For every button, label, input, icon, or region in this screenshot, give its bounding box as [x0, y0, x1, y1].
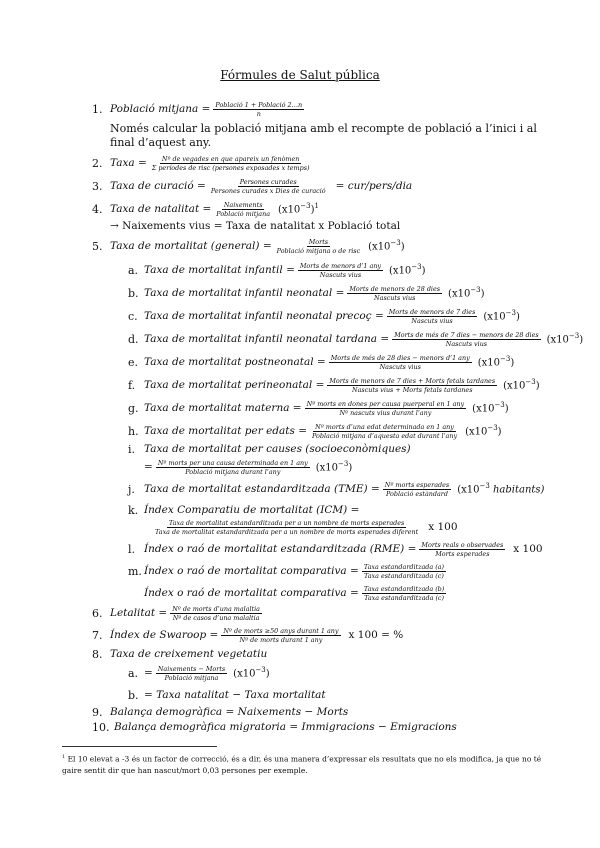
formula-lhs: Índex o raó de mortalitat estandarditzada (RME) = [144, 543, 417, 555]
numerator: Morts de menors d’1 any [299, 261, 382, 270]
formula-lhs: Taxa de mortalitat perineonatal = [144, 379, 325, 391]
item-number: 9. [92, 705, 103, 719]
sub-formula-8a [128, 662, 270, 684]
formula-lhs: Taxa de mortalitat infantil neonatal tardana = [144, 333, 390, 345]
fraction [383, 481, 451, 498]
sub-letter: k. [128, 503, 139, 517]
fraction [347, 285, 442, 302]
formula-lhs: Taxa de curació = [110, 180, 206, 192]
numerator: Població 1 + Població 2…n [215, 100, 303, 109]
numerator: Taxa estandarditzada (b) [363, 584, 445, 593]
note-text: Només calcular la població mitjana amb el recompte de població a l’inici i al final d’aquest any. [110, 122, 537, 149]
formula-lhs: Taxa de mortalitat postneonatal = [144, 356, 326, 368]
sub-letter: m. [128, 564, 142, 578]
formula-lhs: Taxa = [110, 157, 147, 169]
formula-rhs: x 100 [428, 521, 458, 533]
numerator: Morts reals o observades [421, 540, 504, 549]
fraction [209, 178, 328, 195]
numerator: Morts de més de 7 dies − menors de 28 dies [394, 330, 539, 339]
numerator: Morts de més de 28 dies − menors d’1 any [330, 353, 470, 362]
sub-formula-4 [128, 351, 514, 373]
formula-lhs: Taxa de mortalitat materna = [144, 402, 302, 414]
denominator: Nascuts vius [319, 270, 362, 279]
sub-formula-m2 [144, 582, 449, 604]
sub-letter: d. [128, 332, 139, 346]
numerator: Nº de morts ≥50 anys durant 1 any [223, 626, 339, 635]
sub-letter: a. [128, 263, 139, 277]
formula-lhs: Taxa de mortalitat infantil neonatal precoç = [144, 310, 384, 322]
formula-taxa [92, 152, 314, 174]
denominator: Nº nascuts vius durant l’any [339, 408, 432, 417]
footnote-mark: 1 [62, 754, 66, 760]
item-number: 7. [92, 628, 103, 642]
fraction [150, 155, 312, 172]
formula-lhs: Taxa de mortalitat (general) = [110, 240, 272, 252]
formula-text: = Taxa natalitat − Taxa mortalitat [144, 689, 326, 701]
sub-formula-3 [128, 328, 583, 350]
formula-rhs: x 100 = % [348, 629, 404, 641]
item-number: 6. [92, 606, 103, 620]
denominator: Σ períodes de risc (persones exposades x temps) [151, 163, 310, 172]
correction-factor: $(x10^{-3})$ [465, 424, 502, 438]
denominator: Taxa estandarditzada (c) [363, 571, 444, 580]
formula-taxa-curacio [92, 175, 417, 197]
item-number: 3. [92, 179, 103, 193]
sub-letter: b. [128, 286, 139, 300]
page-title: Fórmules de Salut pública [220, 68, 380, 82]
numerator: Nº de vegades en que apareix un fenòmen [161, 154, 300, 163]
denominator: Taxa estandarditzada (c) [364, 593, 445, 602]
formula-lhs: Taxa de mortalitat infantil = [144, 264, 295, 276]
sub-letter: i. [128, 442, 136, 456]
arrow-note: → Naixements vius = Taxa de natalitat x Població total [110, 220, 401, 232]
correction-factor: $(x10^{-3})$ [546, 332, 584, 346]
sub-formula-i-rhs [144, 456, 352, 478]
numerator: Nº morts per una causa determinada en 1 any [157, 458, 308, 467]
fraction [214, 201, 272, 218]
footnote [62, 752, 542, 776]
sub-letter: g. [128, 401, 139, 415]
denominator: Nascuts vius [374, 293, 416, 302]
fraction [298, 262, 383, 279]
denominator: Persones curades x Dies de curació [210, 186, 326, 195]
denominator: Nascuts vius [445, 339, 488, 348]
fraction [275, 238, 363, 255]
sub-letter: f. [128, 378, 136, 392]
sub-formula-j [128, 478, 544, 500]
numerator: Morts de menors de 28 dies [349, 284, 441, 293]
correction-factor: $(x10^{-3})^1$ [278, 202, 319, 216]
fraction [362, 563, 446, 580]
sub-letter: e. [128, 355, 139, 369]
correction-factor: $(x10^{-3})$ [503, 378, 540, 392]
correction-factor: $(x10^{-3})$ [448, 286, 485, 300]
formula-balanca-migratoria [92, 716, 457, 738]
sub-letter: h. [128, 424, 139, 438]
fraction [329, 354, 472, 371]
fraction [310, 423, 459, 440]
denominator: Nascuts vius + Morts fetals tardanes [352, 385, 473, 394]
formula-letalitat [92, 602, 265, 624]
correction-factor: $(x10^{-3})$ [477, 355, 515, 369]
sub-letter: j. [128, 482, 135, 496]
formula-taxa-natalitat [92, 198, 319, 220]
fraction [221, 627, 340, 644]
formula-lhs: Taxa de mortalitat infantil neonatal = [144, 287, 345, 299]
denominator: Nascuts vius [411, 316, 453, 325]
fraction [305, 400, 467, 417]
item-number: 2. [92, 156, 103, 170]
numerator: Nº morts esperades [384, 480, 450, 489]
denominator: Població mitjana durant l’any [185, 467, 281, 476]
sub-formula-m [128, 560, 449, 582]
item-number: 5. [92, 239, 103, 253]
denominator: Població mitjana o de risc [276, 246, 361, 255]
formula-lhs: Taxa de mortalitat per causes (socioeconòmiques) [144, 443, 411, 455]
correction-factor: $(x10^{-3})$ [483, 309, 520, 323]
formula-rhs: x 100 [513, 543, 543, 555]
formula-lhs: Taxa de creixement vegetatiu [110, 648, 268, 660]
item-number: 8. [92, 647, 103, 661]
fraction [392, 331, 540, 348]
numerator: Persones curades [239, 177, 297, 186]
numerator: Morts de menors de 7 dies + Morts fetals tardanes [329, 376, 496, 385]
fraction [156, 459, 310, 476]
denominator: Població mitjana d’aquesta edat durant l’any [312, 431, 458, 440]
footnote-ref[interactable]: 1 [314, 202, 319, 211]
sub-formula-0 [128, 259, 426, 281]
numerator: Nº morts en dones per causa puerperal en 1 any [306, 399, 465, 408]
fraction [170, 605, 262, 622]
correction-factor: $(x10^{-3})$ [315, 460, 353, 474]
fraction [156, 665, 227, 682]
formula-lhs: Taxa de mortalitat per edats = [144, 425, 308, 437]
correction-factor: $(x10^{-3})$ [368, 239, 405, 253]
numerator: Naixements [223, 200, 263, 209]
numerator: Naixements − Morts [157, 664, 226, 673]
formula-poblacio-mitjana [92, 98, 307, 120]
sub-letter: c. [128, 309, 138, 323]
formula-lhs: Letalitat = [110, 607, 168, 619]
formula-rhs: = cur/pers/dia [335, 180, 413, 192]
denominator: Població estàndard [386, 489, 448, 498]
sub-letter: l. [128, 542, 136, 556]
footnote-text: El 10 elevat a -3 és un factor de correcció, és a dir, és una manera d’expressar els resultats que no els modifica, ja que no té gaire sentit dir que han nascut/mort 0,03 persones per exemple. [62, 754, 542, 775]
fraction [362, 585, 446, 602]
footnote-divider [62, 746, 217, 747]
correction-factor: $(x10^{-3})$ [472, 401, 509, 415]
numerator: Nº morts d’una edat determinada en 1 any [315, 422, 454, 431]
sub-letter: a. [128, 666, 139, 680]
formula-lhs: Índex de Swaroop = [110, 629, 219, 641]
fraction [327, 377, 497, 394]
denominator: Població mitjana [216, 209, 271, 218]
correction-factor: ($x10^{-3}$ habitants) [457, 482, 545, 496]
numerator: Morts [308, 237, 329, 246]
formula-text: Balança demogràfica migratoria = Immigracions − Emigracions [114, 721, 457, 733]
sub-formula-k-rhs [150, 516, 463, 538]
equals: = [144, 461, 153, 473]
formula-text: Balança demogràfica = Naixements − Morts [110, 706, 349, 718]
denominator: Nº de casos d’una malaltia [172, 613, 260, 622]
fraction [153, 519, 420, 536]
item-number: 4. [92, 202, 103, 216]
sub-formula-5 [128, 374, 540, 396]
denominator: Taxa de mortalitat estandarditzada per a un nombre de morts esperades diferent [155, 527, 419, 536]
correction-factor: $(x10^{-3})$ [233, 666, 270, 680]
numerator: Taxa estandarditzada (a) [363, 562, 444, 571]
formula-lhs: Població mitjana = [110, 103, 211, 115]
sub-formula-6 [128, 397, 509, 419]
formula-lhs: = [144, 667, 153, 679]
sub-formula-l [128, 538, 548, 560]
fraction [387, 308, 478, 325]
sub-formula-1 [128, 282, 485, 304]
sub-letter: b. [128, 688, 139, 702]
formula-lhs: Índex Comparatiu de mortalitat (ICM) = [144, 504, 360, 516]
formula-lhs: Índex o raó de mortalitat comparativa = [144, 587, 359, 599]
formula-lhs: Taxa de natalitat = [110, 203, 212, 215]
item-number: 10. [92, 720, 110, 734]
denominator: Població mitjana [164, 673, 219, 682]
formula-taxa-mortalitat [92, 235, 405, 257]
denominator: Nº de morts durant 1 any [239, 635, 323, 644]
item-number: 1. [92, 102, 103, 116]
denominator: n [256, 109, 261, 118]
numerator: Taxa de mortalitat estandarditzada per a un nombre de morts esperades [168, 518, 405, 527]
numerator: Nº de morts d’una malaltia [172, 604, 260, 613]
numerator: Morts de menors de 7 dies [388, 307, 476, 316]
formula-lhs: Índex o raó de mortalitat comparativa = [144, 565, 359, 577]
correction-factor: $(x10^{-3})$ [389, 263, 426, 277]
denominator: Nascuts vius [379, 362, 421, 371]
fraction [213, 101, 304, 118]
denominator: Morts esperades [435, 549, 490, 558]
formula-lhs: Taxa de mortalitat estandarditzada (TME) = [144, 483, 380, 495]
sub-formula-2 [128, 305, 520, 327]
fraction [419, 541, 505, 558]
